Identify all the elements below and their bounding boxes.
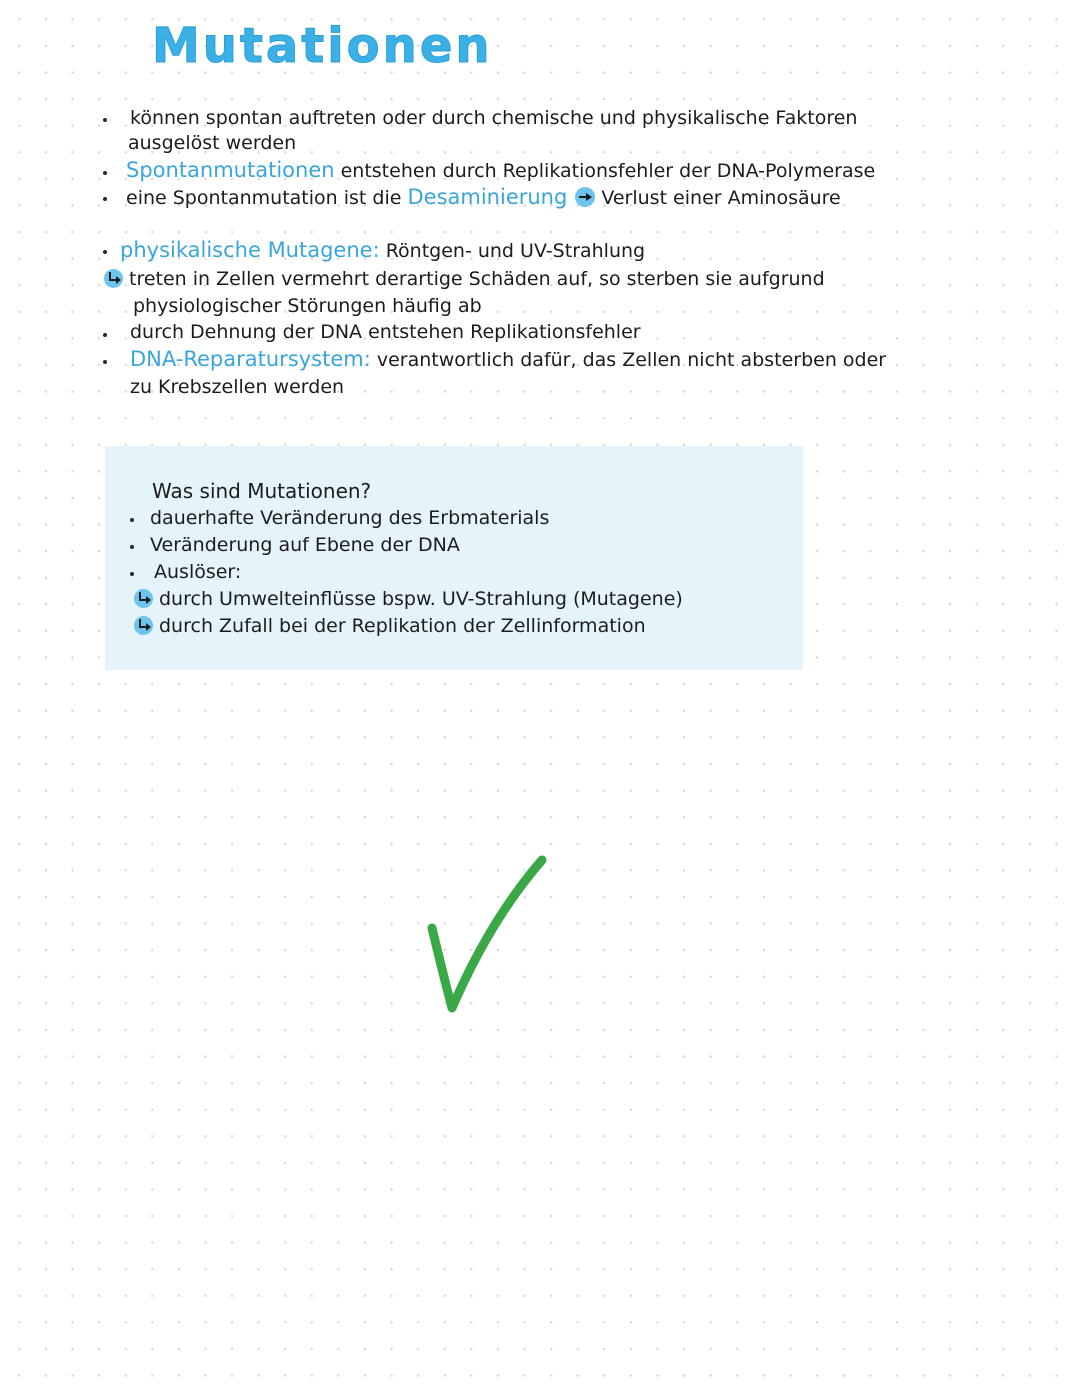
right-arrow-icon: [575, 187, 595, 207]
term-physikalische-mutagene: physikalische Mutagene:: [120, 238, 380, 262]
bullet-dot: [130, 518, 134, 522]
text-segment: entstehen durch Replikationsfehler der DNA-Polymerase: [334, 160, 876, 182]
term-desaminierung: Desaminierung: [407, 185, 568, 209]
text-line: zu Krebszellen werden: [130, 376, 345, 398]
bullet-dot: [130, 572, 134, 576]
bullet-dot: [103, 333, 107, 337]
page-title: Mutationen: [152, 18, 493, 74]
text-line: können spontan auftreten oder durch chemische und physikalische Faktoren: [130, 107, 858, 129]
checkmark-icon: [420, 850, 560, 1020]
text-segment: verantwortlich dafür, das Zellen nicht absterben oder: [370, 349, 887, 371]
box-item: Auslöser:: [154, 561, 242, 583]
bullet-dot: [103, 250, 107, 254]
box-subitem: [134, 614, 646, 638]
text-line: [104, 267, 825, 291]
text-line: [120, 238, 645, 263]
text-segment: Röntgen- und UV-Strahlung: [379, 240, 646, 262]
text-segment: eine Spontanmutation ist die: [126, 187, 408, 209]
text-segment: Verlust einer Aminosäure: [601, 187, 841, 209]
box-item: dauerhafte Veränderung des Erbmaterials: [150, 507, 550, 529]
term-dna-reparatursystem: DNA-Reparatursystem:: [130, 347, 371, 371]
turn-arrow-icon: [134, 589, 153, 608]
text-line: durch Dehnung der DNA entstehen Replikationsfehler: [130, 321, 641, 343]
box-item: Veränderung auf Ebene der DNA: [150, 534, 460, 556]
turn-arrow-icon: [134, 616, 153, 635]
text-segment: durch Umwelteinflüsse bspw. UV-Strahlung (Mutagene): [159, 588, 683, 610]
term-spontanmutationen: Spontanmutationen: [126, 158, 335, 182]
text-segment: treten in Zellen vermehrt derartige Schäden auf, so sterben sie aufgrund: [129, 268, 825, 290]
box-subitem: [134, 587, 683, 611]
bullet-dot: [103, 171, 107, 175]
turn-arrow-icon: [104, 269, 123, 288]
bullet-dot: [103, 197, 107, 201]
text-line: physiologischer Störungen häufig ab: [133, 295, 482, 317]
text-line: ausgelöst werden: [128, 132, 297, 154]
text-line: [126, 158, 875, 183]
text-segment: durch Zufall bei der Replikation der Zellinformation: [159, 615, 646, 637]
bullet-dot: [103, 118, 107, 122]
bullet-dot: [103, 360, 107, 364]
text-line: [130, 347, 886, 372]
bullet-dot: [130, 545, 134, 549]
text-line: [126, 185, 841, 210]
box-question: Was sind Mutationen?: [152, 479, 372, 503]
